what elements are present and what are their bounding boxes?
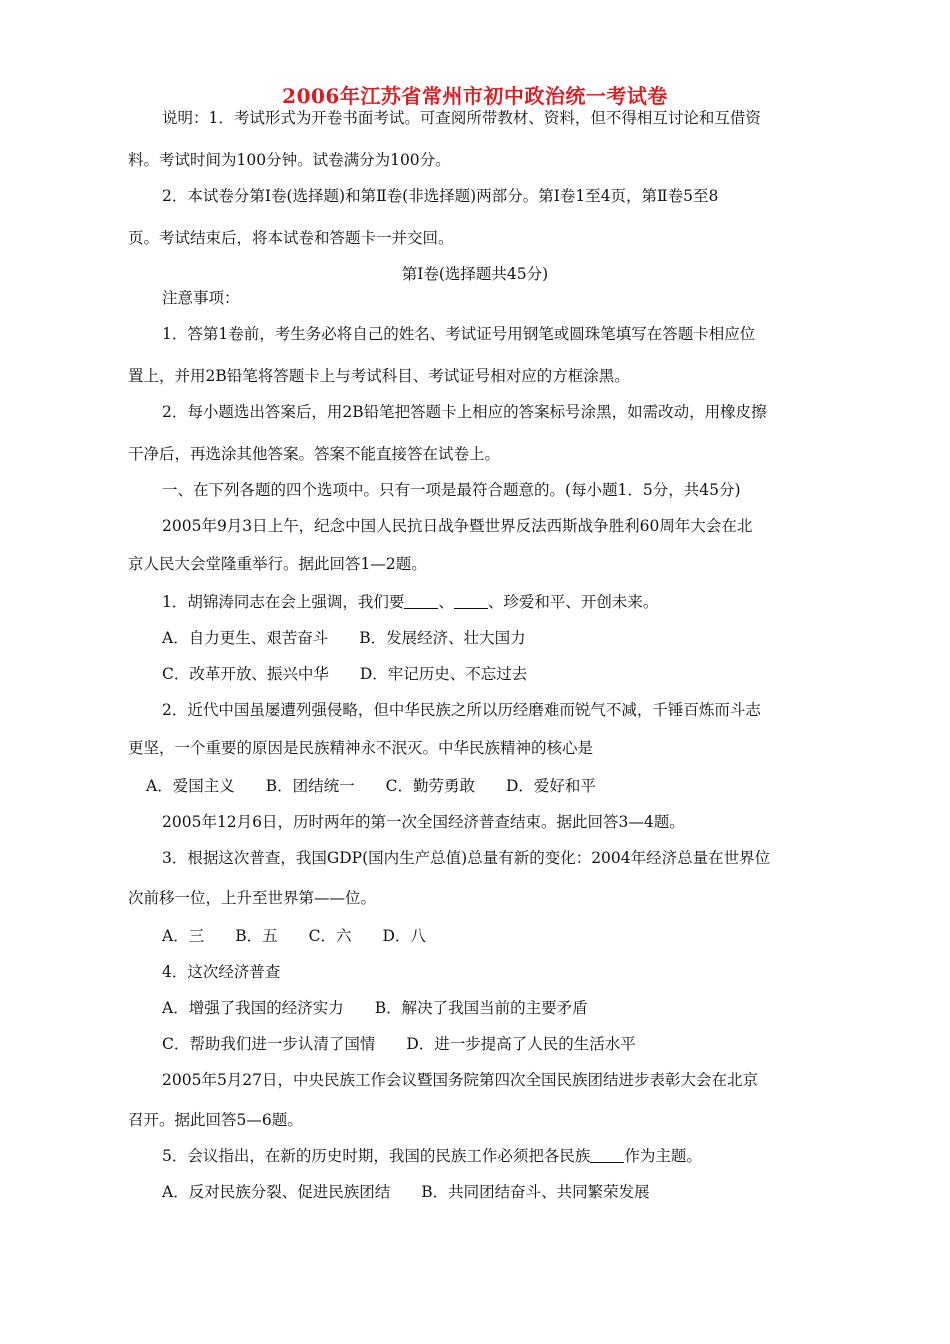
notice-line-4: 干净后，再选涂其他答案。答案不能直接答在试卷上。 bbox=[128, 445, 501, 463]
question-1-options-ab: A．自力更生、艰苦奋斗 B．发展经济、壮大国力 bbox=[162, 629, 526, 647]
context-3-line-2: 召开。据此回答5—6题。 bbox=[128, 1111, 303, 1129]
question-5 bbox=[162, 1146, 702, 1166]
context-3-line-1: 2005年5月27日，中央民族工作会议暨国务院第四次全国民族团结进步表彰大会在北京 bbox=[162, 1071, 759, 1089]
instruction-line-2: 料。考试时间为100分钟。试卷满分为100分。 bbox=[128, 151, 451, 169]
question-2-line-2: 更坚，一个重要的原因是民族精神永不泯灭。中华民族精神的核心是 bbox=[128, 739, 594, 757]
section-heading: 第Ⅰ卷(选择题共45分) bbox=[401, 265, 549, 283]
question-1-options-cd: C．改革开放、振兴中华 D．牢记历史、不忘过去 bbox=[162, 665, 528, 683]
question-1-text-b: 、珍爱和平、开创未来。 bbox=[487, 593, 659, 611]
question-2-line-1: 2．近代中国虽屡遭列强侵略，但中华民族之所以历经磨难而锐气不减，千锤百炼而斗志 bbox=[162, 701, 761, 719]
question-3-options: A．三 B．五 C．六 D．八 bbox=[162, 927, 426, 945]
instruction-line-4: 页。考试结束后，将本试卷和答题卡一并交回。 bbox=[128, 229, 454, 247]
question-3-line-2: 次前移一位，上升至世界第——位。 bbox=[128, 889, 377, 907]
notice-line-1: 1．答第1卷前，考生务必将自己的姓名、考试证号用钢笔或圆珠笔填写在答题卡相应位 bbox=[162, 325, 756, 343]
notice-heading: 注意事项： bbox=[162, 289, 240, 307]
answer-blank bbox=[404, 594, 438, 609]
question-4-options-ab: A．增强了我国的经济实力 B．解决了我国当前的主要矛盾 bbox=[162, 999, 588, 1017]
notice-line-2: 置上，并用2B铅笔将答题卡上与考试科目、考试证号相对应的方框涂黑。 bbox=[128, 367, 630, 385]
answer-blank bbox=[590, 1148, 624, 1163]
exam-title: 2006年江苏省常州市初中政治统一考试卷 bbox=[282, 84, 668, 108]
question-1 bbox=[162, 592, 658, 612]
question-3-line-1: 3．根据这次普查，我国GDP(国内生产总值)总量有新的变化：2004年经济总量在世界位 bbox=[162, 849, 771, 867]
instruction-line-3: 2．本试卷分第Ⅰ卷(选择题)和第Ⅱ卷(非选择题)两部分。第Ⅰ卷1至4页，第Ⅱ卷5至8 bbox=[162, 187, 719, 205]
question-5-text-b: 作为主题。 bbox=[624, 1147, 702, 1165]
part-one-heading: 一、在下列各题的四个选项中。只有一项是最符合题意的。(每小题1．5分，共45分) bbox=[162, 481, 741, 499]
question-4-options-cd: C．帮助我们进一步认清了国情 D．进一步提高了人民的生活水平 bbox=[162, 1035, 636, 1053]
question-2-options: A．爱国主义 B．团结统一 C．勤劳勇敢 D．爱好和平 bbox=[146, 777, 596, 795]
question-1-text-a: 1．胡锦涛同志在会上强调，我们要 bbox=[162, 593, 405, 611]
notice-line-3: 2．每小题选出答案后，用2B铅笔把答题卡上相应的答案标号涂黑，如需改动，用橡皮擦 bbox=[162, 403, 767, 421]
instruction-line-1: 说明：1．考试形式为开卷书面考试。可查阅所带教材、资料，但不得相互讨论和互借资 bbox=[162, 109, 761, 127]
question-4: 4．这次经济普查 bbox=[162, 963, 281, 981]
answer-blank bbox=[454, 594, 488, 609]
question-1-separator: 、 bbox=[438, 593, 454, 611]
question-5-text-a: 5．会议指出，在新的历史时期，我国的民族工作必须把各民族 bbox=[162, 1147, 591, 1165]
question-5-options-ab: A．反对民族分裂、促进民族团结 B．共同团结奋斗、共同繁荣发展 bbox=[162, 1183, 650, 1201]
context-1-line-1: 2005年9月3日上午，纪念中国人民抗日战争暨世界反法西斯战争胜利60周年大会在北 bbox=[162, 517, 753, 535]
context-1-line-2: 京人民大会堂隆重举行。据此回答1—2题。 bbox=[128, 555, 427, 573]
context-2: 2005年12月6日，历时两年的第一次全国经济普查结束。据此回答3—4题。 bbox=[162, 813, 685, 831]
